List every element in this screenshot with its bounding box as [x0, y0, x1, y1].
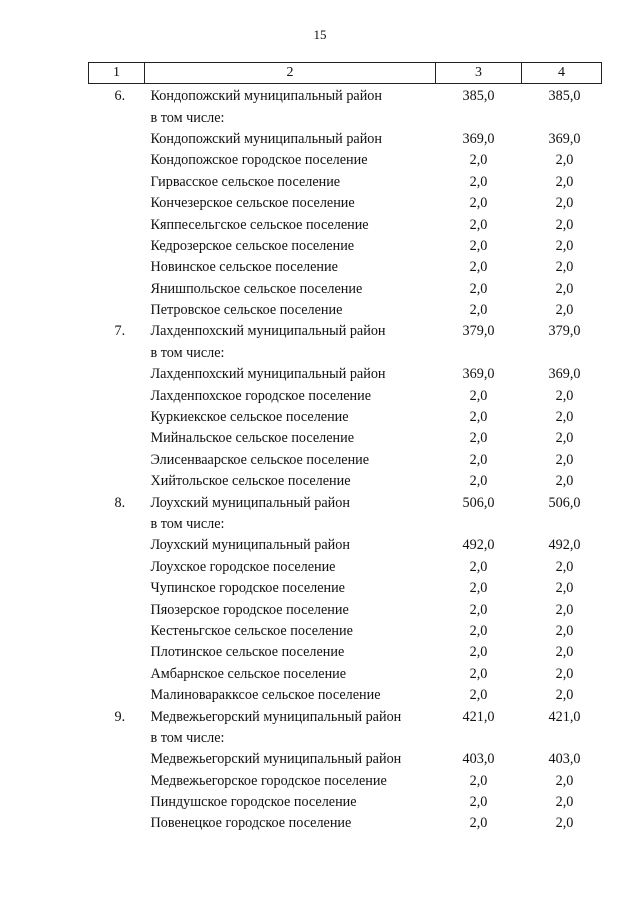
row-name: Чупинское городское поселение [150, 580, 345, 597]
row-value-3: 2,0 [469, 794, 488, 811]
row-number [89, 172, 145, 193]
row-value-3: 2,0 [469, 216, 488, 233]
table-header [89, 63, 602, 84]
row-value-3: 2,0 [469, 259, 488, 276]
table-row [89, 728, 602, 749]
row-number [89, 193, 145, 214]
row-value-4: 369,0 [548, 130, 581, 147]
row-value-4: 2,0 [555, 772, 574, 789]
table-row [89, 514, 602, 535]
row-value-4: 2,0 [555, 451, 574, 468]
table-row [89, 172, 602, 193]
row-value-3: 2,0 [469, 558, 488, 575]
table-row [89, 150, 602, 171]
row-value-4: 2,0 [555, 280, 574, 297]
row-value-4: 2,0 [555, 473, 574, 490]
row-number [89, 236, 145, 257]
row-number [89, 557, 145, 578]
row-name: Кончезерское сельское поселение [150, 195, 355, 212]
row-value-4: 403,0 [548, 751, 581, 768]
row-value-3 [436, 343, 522, 364]
row-number: 7. [114, 323, 126, 340]
table-body [89, 84, 602, 835]
row-value-4: 2,0 [555, 152, 574, 169]
row-value-4: 2,0 [555, 815, 574, 832]
row-name: Лоухское городское поселение [150, 558, 336, 575]
row-value-3: 2,0 [469, 237, 488, 254]
row-number [89, 642, 145, 663]
row-value-4: 421,0 [548, 708, 581, 725]
table-row [89, 385, 602, 406]
row-name: Новинское сельское поселение [150, 259, 338, 276]
row-number [89, 385, 145, 406]
row-name: Элисенваарское сельское поселение [150, 451, 370, 468]
row-value-3: 2,0 [469, 644, 488, 661]
row-name: Кондопожское городское поселение [150, 152, 368, 169]
row-number [89, 450, 145, 471]
row-value-3: 2,0 [469, 173, 488, 190]
page-number: 15 [313, 27, 327, 42]
row-number [89, 343, 145, 364]
row-value-3: 369,0 [462, 366, 495, 383]
row-number [89, 107, 145, 128]
row-value-4: 506,0 [548, 494, 581, 511]
table-row [89, 84, 602, 108]
row-number [89, 214, 145, 235]
table-row [89, 471, 602, 492]
row-value-3: 2,0 [469, 430, 488, 447]
row-value-4: 2,0 [555, 195, 574, 212]
row-number [89, 578, 145, 599]
table-row [89, 236, 602, 257]
row-value-3: 2,0 [469, 687, 488, 704]
row-name: Пяозерское городское поселение [150, 601, 349, 618]
table-row [89, 257, 602, 278]
row-value-3: 369,0 [462, 130, 495, 147]
row-number [89, 514, 145, 535]
table-row [89, 771, 602, 792]
table-row [89, 621, 602, 642]
row-value-4: 2,0 [555, 580, 574, 597]
row-value-3: 2,0 [469, 815, 488, 832]
row-name: Гирвасское сельское поселение [150, 173, 341, 190]
row-number [89, 129, 145, 150]
row-value-3: 2,0 [469, 409, 488, 426]
table-row [89, 685, 602, 706]
table-row [89, 664, 602, 685]
row-value-4: 2,0 [555, 216, 574, 233]
row-value-4 [522, 107, 602, 128]
row-value-4: 2,0 [555, 387, 574, 404]
table-row [89, 107, 602, 128]
row-number [89, 599, 145, 620]
row-value-4: 2,0 [555, 430, 574, 447]
header-cell-3: 3 [436, 63, 522, 84]
row-value-4: 2,0 [555, 558, 574, 575]
row-name: Петровское сельское поселение [150, 302, 343, 319]
row-value-4: 2,0 [555, 173, 574, 190]
table-row [89, 407, 602, 428]
row-number [89, 728, 145, 749]
row-name: Медвежьегорский муниципальный район [150, 751, 402, 768]
row-number [89, 749, 145, 770]
row-value-4: 2,0 [555, 665, 574, 682]
row-name: Мийнальское сельское поселение [150, 430, 355, 447]
row-value-3 [436, 728, 522, 749]
row-name: Малиноваракксое сельское поселение [150, 687, 381, 704]
row-name: в том числе: [150, 109, 225, 126]
row-value-3: 2,0 [469, 387, 488, 404]
row-value-3 [436, 514, 522, 535]
row-name: в том числе: [150, 344, 225, 361]
row-number [89, 621, 145, 642]
row-number [89, 685, 145, 706]
row-value-4: 492,0 [548, 537, 581, 554]
row-value-4: 2,0 [555, 409, 574, 426]
row-number [89, 300, 145, 321]
row-name: Медвежьегорское городское поселение [150, 772, 387, 789]
row-value-4: 2,0 [555, 237, 574, 254]
table-row [89, 599, 602, 620]
header-cell-4: 4 [522, 63, 602, 84]
row-name: Медвежьегорский муниципальный район [150, 708, 402, 725]
row-number [89, 771, 145, 792]
row-value-3: 379,0 [462, 323, 495, 340]
row-name: в том числе: [150, 729, 225, 746]
row-number: 6. [114, 88, 126, 105]
row-value-3 [436, 107, 522, 128]
table-row [89, 321, 602, 342]
row-value-3: 2,0 [469, 152, 488, 169]
row-value-4: 385,0 [548, 88, 581, 105]
row-value-3: 2,0 [469, 302, 488, 319]
row-value-3: 506,0 [462, 494, 495, 511]
table-row [89, 792, 602, 813]
row-name: Лахденпохский муниципальный район [150, 323, 386, 340]
row-value-4: 2,0 [555, 794, 574, 811]
table-row [89, 129, 602, 150]
table-row [89, 535, 602, 556]
row-value-4: 379,0 [548, 323, 581, 340]
table-row [89, 749, 602, 770]
row-value-4: 2,0 [555, 687, 574, 704]
row-value-4 [522, 343, 602, 364]
table-row [89, 279, 602, 300]
table-row [89, 557, 602, 578]
row-number [89, 257, 145, 278]
row-number [89, 279, 145, 300]
row-name: Амбарнское сельское поселение [150, 665, 347, 682]
row-number [89, 407, 145, 428]
row-value-4: 2,0 [555, 302, 574, 319]
row-name: Куркиекское сельское поселение [150, 409, 349, 426]
row-value-4 [522, 728, 602, 749]
row-number [89, 813, 145, 834]
row-number: 8. [114, 494, 126, 511]
row-name: Янишпольское сельское поселение [150, 280, 363, 297]
row-number [89, 471, 145, 492]
table-row [89, 300, 602, 321]
header-cell-1: 1 [89, 63, 145, 84]
row-name: в том числе: [150, 516, 225, 532]
row-value-3: 2,0 [469, 195, 488, 212]
table-row [89, 706, 602, 727]
row-name: Кестеньгское сельское поселение [150, 622, 353, 639]
row-number [89, 428, 145, 449]
row-number [89, 792, 145, 813]
row-number [89, 664, 145, 685]
row-value-3: 2,0 [469, 451, 488, 468]
row-value-3: 403,0 [462, 751, 495, 768]
row-value-4: 369,0 [548, 366, 581, 383]
row-value-3: 2,0 [469, 622, 488, 639]
row-value-3: 2,0 [469, 601, 488, 618]
allocation-table [88, 62, 602, 835]
table-row [89, 578, 602, 599]
row-number [89, 150, 145, 171]
table-row [89, 428, 602, 449]
table-row [89, 642, 602, 663]
row-name: Повенецкое городское поселение [150, 815, 352, 832]
row-value-3: 2,0 [469, 580, 488, 597]
row-name: Плотинское сельское поселение [150, 644, 345, 661]
row-value-4 [522, 514, 602, 535]
table-row [89, 813, 602, 834]
row-number: 9. [114, 708, 126, 725]
table-row [89, 450, 602, 471]
row-value-3: 2,0 [469, 280, 488, 297]
row-value-4: 2,0 [555, 622, 574, 639]
row-value-3: 421,0 [462, 708, 495, 725]
row-value-4: 2,0 [555, 601, 574, 618]
table-row [89, 193, 602, 214]
row-name: Лоухский муниципальный район [150, 494, 350, 511]
row-name: Лоухский муниципальный район [150, 537, 350, 554]
row-value-3: 385,0 [462, 88, 495, 105]
row-name: Пиндушское городское поселение [150, 794, 357, 811]
row-value-3: 492,0 [462, 537, 495, 554]
table-row [89, 343, 602, 364]
row-name: Хийтольское сельское поселение [150, 473, 351, 490]
table-row [89, 214, 602, 235]
row-value-3: 2,0 [469, 473, 488, 490]
row-name: Кондопожский муниципальный район [150, 130, 382, 147]
row-number [89, 535, 145, 556]
row-value-4: 2,0 [555, 644, 574, 661]
row-name: Лахденпохский муниципальный район [150, 366, 386, 383]
table-row [89, 492, 602, 513]
row-name: Лахденпохское городское поселение [150, 387, 372, 404]
row-value-4: 2,0 [555, 259, 574, 276]
row-name: Кяппесельгское сельское поселение [150, 216, 369, 233]
row-value-3: 2,0 [469, 665, 488, 682]
row-number [89, 364, 145, 385]
table-row [89, 364, 602, 385]
header-cell-2: 2 [145, 63, 436, 84]
row-name: Кондопожский муниципальный район [150, 88, 382, 105]
row-value-3: 2,0 [469, 772, 488, 789]
header-row [89, 63, 602, 84]
row-name: Кедрозерское сельское поселение [150, 237, 355, 254]
